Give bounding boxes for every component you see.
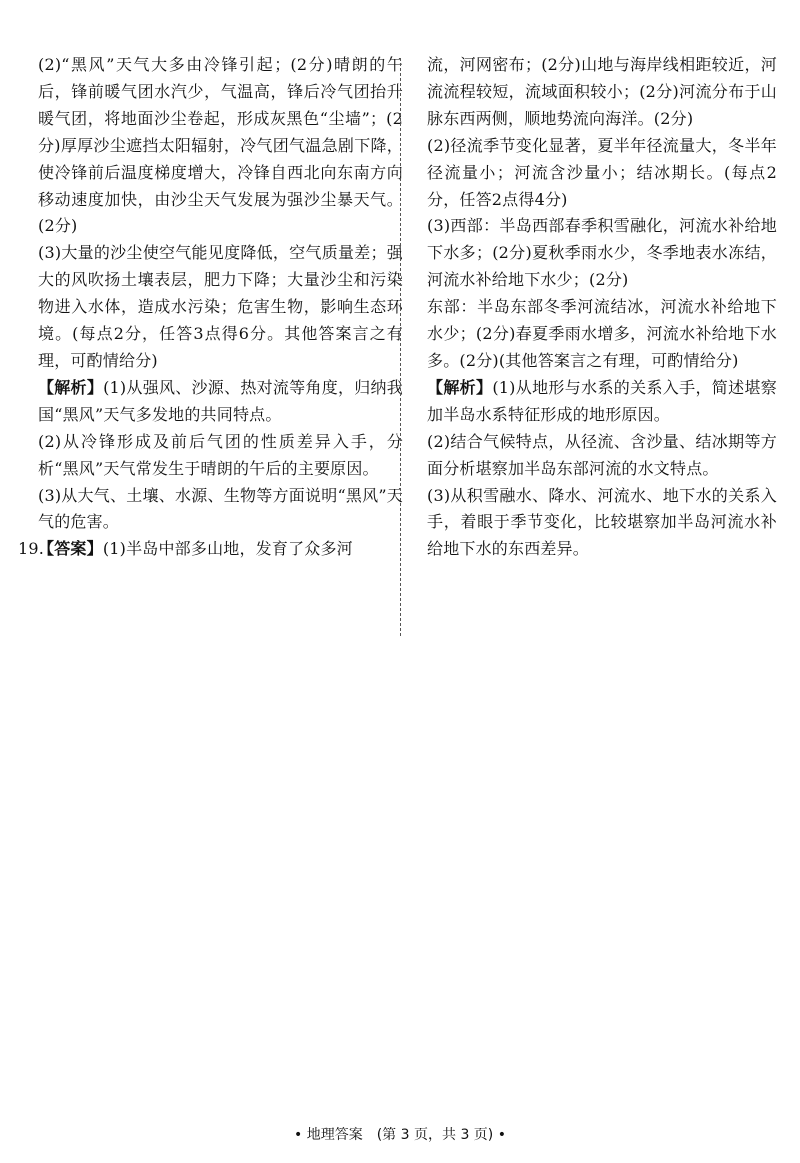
analysis-18-part3: (3)从大气、土壤、水源、生物等方面说明“黑风”天气的危害。 — [38, 485, 403, 532]
answer-19-part3-east: 东部：半岛东部冬季河流结冰，河流水补给地下水少；(2分)春夏季雨水增多，河流水补给地下水多。(2分)(其他答案言之有理，可酌情给分) — [427, 297, 777, 370]
analysis-tag: 【解析】 — [427, 377, 493, 397]
analysis-18-part2: (2)从冷锋形成及前后气团的性质差异入手，分析“黑风”天气常发生于晴朗的午后的主要原因。 — [38, 431, 403, 478]
answer-19-part1-cont: 流，河网密布；(2分)山地与海岸线相距较近，河流流程较短，流域面积较小；(2分)河流分布于山脉东西两侧，顺地势流向海洋。(2分) — [427, 55, 777, 128]
analysis-19-part1 — [427, 375, 777, 429]
analysis-18-part1 — [38, 375, 403, 429]
left-column — [18, 52, 403, 563]
analysis-19-part2: (2)结合气候特点，从径流、含沙量、结冰期等方面分析堪察加半岛东部河流的水文特点。 — [427, 431, 777, 478]
column-divider — [400, 58, 401, 636]
page-footer: • 地理答案 (第 3 页，共 3 页) • — [294, 1127, 506, 1143]
answer-19-part3-west: (3)西部：半岛西部春季积雪融化，河流水补给地下水多；(2分)夏秋季雨水少，冬季地表水冻结，河流水补给地下水少；(2分) — [427, 216, 777, 290]
answer-18-part2: (2)“黑风”天气大多由冷锋引起；(2分)晴朗的午后，锋前暖气团水汽少，气温高，锋后冷气团抬升暖气团，将地面沙尘卷起，形成灰黑色“尘墙”；(2分)厚厚沙尘遮挡太阳辐射，冷气团气温急剧下降，使冷锋前后温度梯度增大，冷锋自西北向东南方向移动速度加快，由沙尘天气发展为强沙尘暴天气。(2分) — [38, 55, 403, 236]
answer-19-part1-text: (1)半岛中部多山地，发育了众多河 — [102, 539, 353, 559]
right-column — [427, 52, 777, 563]
analysis-19-part1-text: (1)从地形与水系的关系入手，简述堪察加半岛水系特征形成的地形原因。 — [427, 377, 777, 424]
answer-18-part3: (3)大量的沙尘使空气能见度降低，空气质量差；强大的风吹扬土壤表层，肥力下降；大量沙尘和污染物进入水体，造成水污染；危害生物，影响生态环境。(每点2分，任答3点得6分。其他答案言之有理，可酌情给分) — [38, 243, 403, 370]
answer-19-part2: (2)径流季节变化显著，夏半年径流量大，冬半年径流量小；河流含沙量小；结冰期长。(每点2分，任答2点得4分) — [427, 135, 777, 209]
analysis-18-part1-text: (1)从强风、沙源、热对流等角度，归纳我国“黑风”天气多发地的共同特点。 — [38, 377, 403, 424]
analysis-19-part3: (3)从积雪融水、降水、河流水、地下水的关系入手，着眼于季节变化，比较堪察加半岛河流水补给地下水的东西差异。 — [427, 485, 777, 559]
analysis-tag: 【解析】 — [38, 377, 104, 397]
answer-19-part1-start — [18, 536, 403, 563]
answer-tag: 【答案】 — [38, 539, 103, 559]
question-number: 19. — [18, 539, 45, 559]
